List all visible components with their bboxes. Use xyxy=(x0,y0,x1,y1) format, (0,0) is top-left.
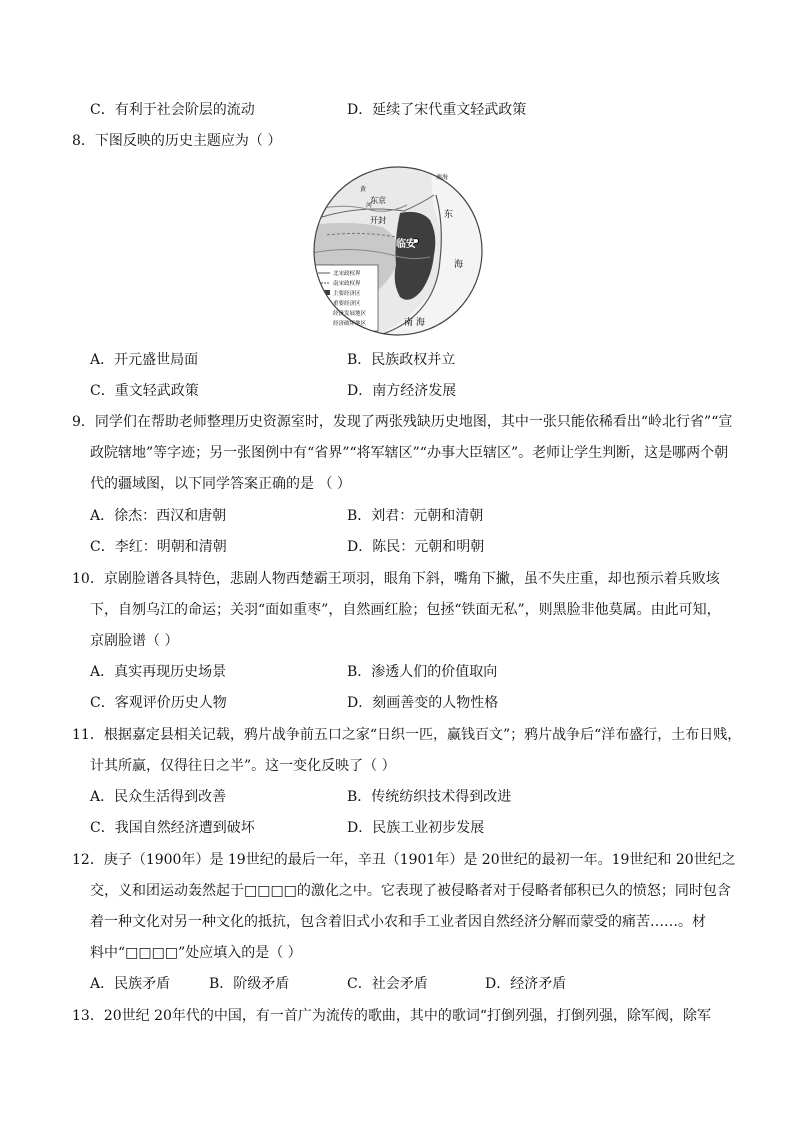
map-label-hai: 海 xyxy=(454,260,464,270)
question-10-line-1: 10．京剧脸谱各具特色，悲剧人物西楚霸王项羽，眼角下斜，嘴角下撇，虽不失庄重，却也预示着兵败垓 xyxy=(72,571,720,587)
option-b: B．阶级矛盾 xyxy=(209,976,290,992)
legend-item: 重要经济区 xyxy=(333,301,361,307)
legend-item: 经济发展地区 xyxy=(333,311,367,317)
option-d: D．经济矛盾 xyxy=(485,976,567,992)
question-10-line-3: 京剧脸谱（ ） xyxy=(90,633,179,649)
option-d: D．延续了宋代重文轻武政策 xyxy=(347,102,527,118)
legend-item: 主要经济区 xyxy=(333,291,361,297)
option-a: A．真实再现历史场景 xyxy=(90,664,227,680)
option-b: B．民族政权并立 xyxy=(347,352,456,368)
question-8-stem: 8．下图反映的历史主题应为（ ） xyxy=(72,133,282,149)
legend-item: 南宋政权界 xyxy=(333,281,361,287)
option-b: B．刘君：元朝和清朝 xyxy=(347,508,484,524)
option-d: D．南方经济发展 xyxy=(347,383,457,399)
question-12-line-3: 着一种文化对另一种文化的抵抗，包含着旧式小农和手工业者因自然经济分解而蒙受的痛苦……。材 xyxy=(90,914,706,930)
map-label-nanhai: 南 海 xyxy=(404,318,425,328)
option-c: C．重文轻武政策 xyxy=(90,383,199,399)
option-b: B．渗透人们的价值取向 xyxy=(347,664,498,680)
option-d: D．民族工业初步发展 xyxy=(347,820,485,836)
option-b: B．传统纺织技术得到改进 xyxy=(347,789,512,805)
question-11-line-2: 计其所赢，仅得往日之半”。这一变化反映了（ ） xyxy=(90,758,396,774)
map-label-north: 南海 xyxy=(436,174,449,181)
option-a: A．民族矛盾 xyxy=(90,976,171,992)
legend-item: 北宋政权界 xyxy=(333,271,361,277)
option-c: C．客观评价历史人物 xyxy=(90,695,227,711)
option-c: C．我国自然经济遭到破坏 xyxy=(90,820,255,836)
legend-item: 经济破坏地区 xyxy=(333,321,367,327)
map-label-kaifeng: 开封 xyxy=(370,216,386,225)
option-c: C．社会矛盾 xyxy=(347,976,428,992)
map-label-linan: 临安 xyxy=(396,239,416,250)
option-c: C．有利于社会阶层的流动 xyxy=(90,102,255,118)
option-d: D．陈民：元朝和明朝 xyxy=(347,539,485,555)
question-12-line-1: 12．庚子（1900年）是 19世纪的最后一年，辛丑（1901年）是 20世纪的最初一年。19世纪和 20世纪之 xyxy=(72,852,736,868)
map-label-dongjing: 东京 xyxy=(370,196,386,205)
map-label-river: 河 xyxy=(366,202,373,209)
question-12-line-2: 交，义和团运动轰然起于□□□□的激化之中。它表现了被侵略者对于侵略者郁积已久的愤怒；同时包含 xyxy=(90,883,731,899)
song-dynasty-map xyxy=(312,165,484,337)
question-11-line-1: 11．根据嘉定县相关记载，鸦片战争前五口之家“日织一匹，赢钱百文”；鸦片战争后“洋布盛行，土布日贱， xyxy=(72,727,742,743)
question-9-line-3: 代的疆域图，以下同学答案正确的是 （ ） xyxy=(90,476,351,492)
map-label-dong: 东 xyxy=(444,210,454,220)
option-a: A．民众生活得到改善 xyxy=(90,789,227,805)
question-13-line-1: 13．20世纪 20年代的中国，有一首广为流传的歌曲，其中的歌词“打倒列强，打倒列强，除军阀，除军 xyxy=(72,1008,712,1024)
option-d: D．刻画善变的人物性格 xyxy=(347,695,499,711)
option-a: A．开元盛世局面 xyxy=(90,352,199,368)
question-10-line-2: 下，自刎乌江的命运；关羽“面如重枣”，自然画红脸；包拯“铁面无私”，则黑脸非他莫属。由此可知， xyxy=(90,602,721,618)
option-a: A．徐杰：西汉和唐朝 xyxy=(90,508,227,524)
map-label-huang: 黄 xyxy=(360,186,367,193)
question-12-line-4: 料中“□□□□”处应填入的是（ ） xyxy=(90,945,302,961)
question-9-line-2: 政院辖地”等字迹；另一张图例中有“省界”“将军辖区”“办事大臣辖区”。老师让学生判断，这是哪两个朝 xyxy=(90,445,729,461)
question-9-line-1: 9．同学们在帮助老师整理历史资源室时，发现了两张残缺历史地图，其中一张只能依稀看出“岭北行省”“宣 xyxy=(72,414,733,430)
option-c: C．李红：明朝和清朝 xyxy=(90,539,227,555)
map-graphic xyxy=(312,165,484,337)
